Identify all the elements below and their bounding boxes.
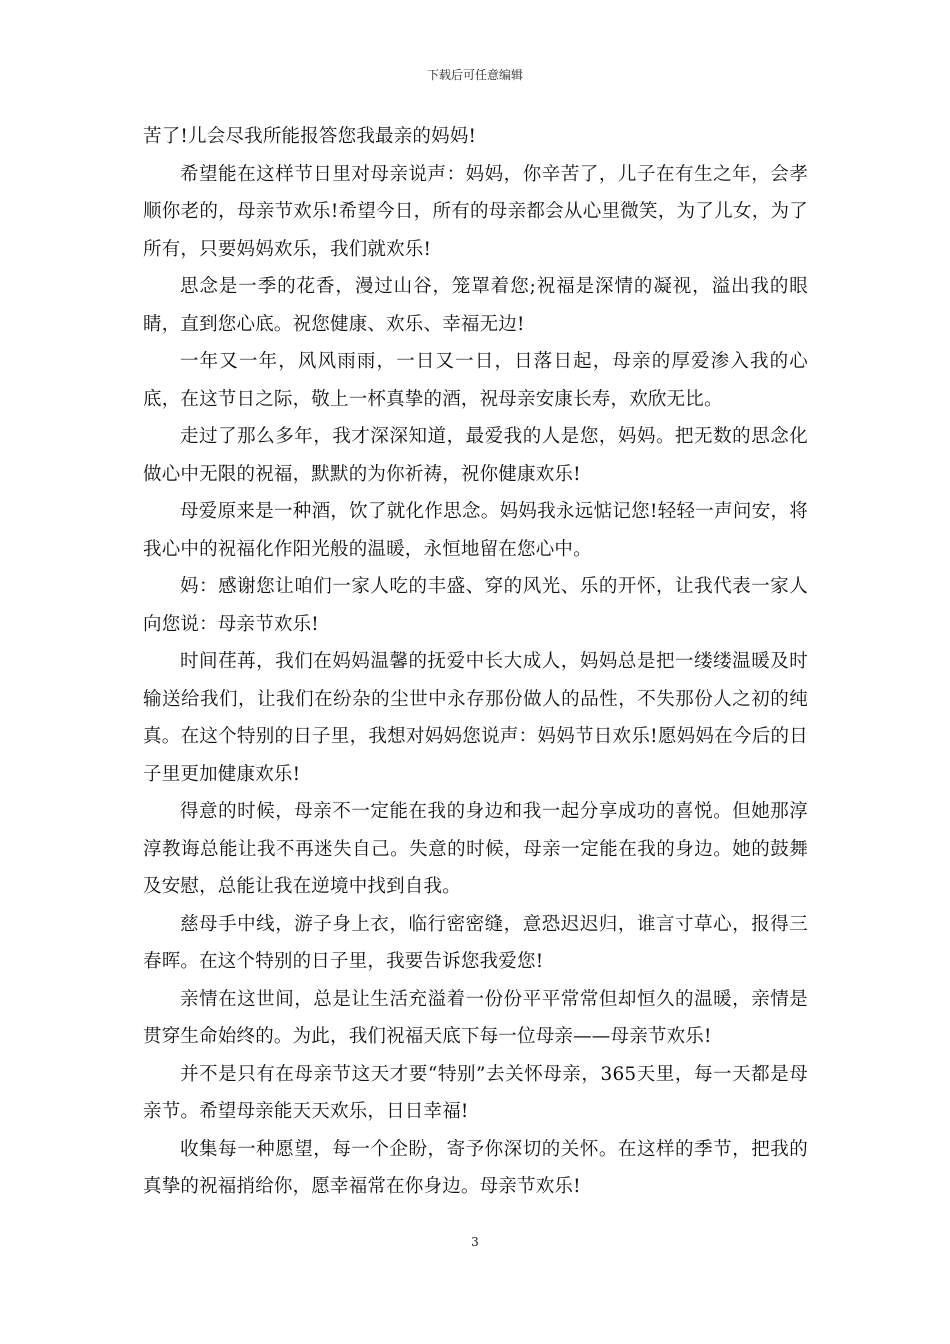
paragraph: 时间荏苒，我们在妈妈温馨的抚爱中长大成人，妈妈总是把一缕缕温暖及时输送给我们，让我们在纷杂的尘世中永存那份做人的品性，不失那份人之初的纯真。在这个特别的日子里，我想对妈妈您说声：妈妈节日欢乐!愿妈妈在今后的日子里更加健康欢乐!: [143, 651, 808, 785]
paragraph: 走过了那么多年，我才深深知道，最爱我的人是您，妈妈。把无数的思念化做心中无限的祝福，默默的为你祈祷，祝你健康欢乐!: [143, 426, 808, 485]
paragraph: 并不是只有在母亲节这天才要“特别”去关怀母亲，365天里，每一天都是母亲节。希望母亲能天天欢乐，日日幸福!: [143, 1063, 808, 1122]
paragraph: 慈母手中线，游子身上衣，临行密密缝，意恐迟迟归，谁言寸草心，报得三春晖。在这个特别的日子里，我要告诉您我爱您!: [143, 913, 808, 972]
paragraph: 亲情在这世间，总是让生活充溢着一份份平平常常但却恒久的温暖，亲情是贯穿生命始终的。为此，我们祝福天底下每一位母亲——母亲节欢乐!: [143, 988, 808, 1047]
paragraph: 收集每一种愿望，每一个企盼，寄予你深切的关怀。在这样的季节，把我的真挚的祝福捎给你，愿幸福常在你身边。母亲节欢乐!: [143, 1138, 808, 1197]
paragraph-continuation: 苦了!儿会尽我所能报答您我最亲的妈妈!: [143, 126, 477, 147]
paragraph: 母爱原来是一种酒，饮了就化作思念。妈妈我永远惦记您!轻轻一声问安，将我心中的祝福化作阳光般的温暖，永恒地留在您心中。: [143, 501, 808, 560]
paragraph: 得意的时候，母亲不一定能在我的身边和我一起分享成功的喜悦。但她那淳淳教诲总能让我不再迷失自己。失意的时候，母亲一定能在我的身边。她的鼓舞及安慰，总能让我在逆境中找到自我。: [143, 801, 808, 897]
paragraph: 思念是一季的花香，漫过山谷，笼罩着您;祝福是深情的凝视，溢出我的眼睛，直到您心底。祝您健康、欢乐、幸福无边!: [143, 276, 808, 335]
paragraph: 妈：感谢您让咱们一家人吃的丰盛、穿的风光、乐的开怀，让我代表一家人向您说：母亲节欢乐!: [143, 576, 808, 635]
paragraph: 一年又一年，风风雨雨，一日又一日，日落日起，母亲的厚爱渗入我的心底，在这节日之际，敬上一杯真挚的酒，祝母亲安康长寿，欢欣无比。: [143, 351, 808, 410]
paragraph: 希望能在这样节日里对母亲说声：妈妈，你辛苦了，儿子在有生之年，会孝顺你老的，母亲节欢乐!希望今日，所有的母亲都会从心里微笑，为了儿女，为了所有，只要妈妈欢乐，我们就欢乐!: [143, 163, 808, 260]
page-number: 3: [471, 1235, 479, 1249]
document-body: [143, 118, 808, 1206]
page-header: 下载后可任意编辑: [426, 68, 523, 82]
